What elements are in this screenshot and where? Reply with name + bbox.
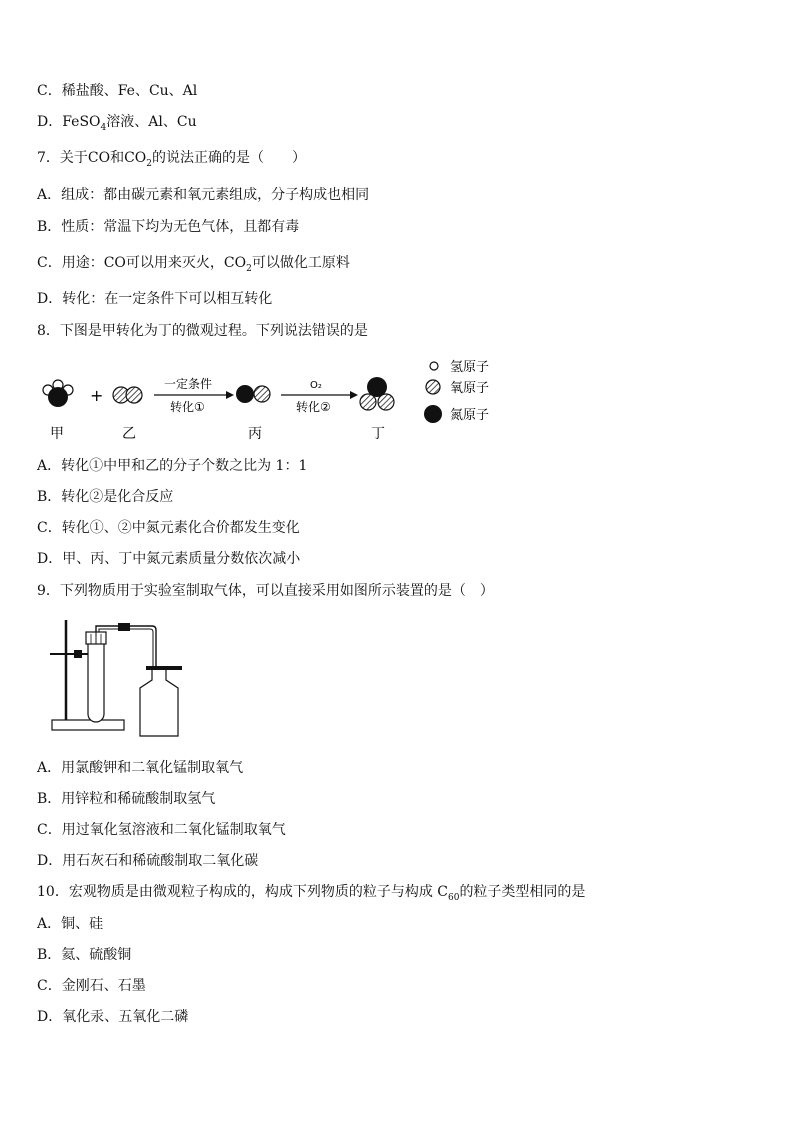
q8-option-c: C．转化①、②中氮元素化合价都发生变化 [37,520,300,536]
legend [424,360,489,423]
label-ding: 丁 [371,426,385,442]
q7-option-c-subscript: 2 [246,263,252,274]
q7-stem-text-rest: 的说法正确的是（ ） [152,150,307,166]
legend-oxygen: 氧原子 [450,381,490,396]
q10-stem-text-rest: 的粒子类型相同的是 [459,884,586,900]
plus-sign: + [90,386,104,405]
q9-option-a: A．用氯酸钾和二氧化锰制取氧气 [37,760,244,776]
arrow-2-condition: O₂ [310,380,322,391]
q7-option-b: B．性质：常温下均为无色气体，且都有毒 [37,219,300,235]
q6-option-c: C．稀盐酸、Fe、Cu、Al [37,83,198,99]
label-yi: 乙 [122,426,136,442]
arrow-2-label: 转化② [296,400,331,414]
legend-hydrogen: 氢原子 [450,360,490,375]
q6-option-d-text-rest: 溶液、Al、Cu [106,114,197,130]
q8-molecule-diagram [30,350,510,446]
q8-option-b: B．转化②是化合反应 [37,489,174,505]
q9-option-c: C．用过氧化氢溶液和二氧化锰制取氧气 [37,822,286,838]
gas-bottle-icon [140,666,182,736]
delivery-tube-icon [96,623,156,670]
q7-stem [37,148,306,174]
q8-stem: 8．下图是甲转化为丁的微观过程。下列说法错误的是 [37,323,368,339]
q10-option-a: A．铜、硅 [37,916,104,932]
q7-option-a: A．组成：都由碳元素和氧元素组成，分子构成也相同 [37,187,370,203]
q9-option-b: B．用锌粒和稀硫酸制取氢气 [37,791,216,807]
q7-option-c-text-rest: 可以做化工原料 [251,255,350,271]
nitrogen-atom-icon [424,405,442,423]
arrow-1-condition: 一定条件 [164,377,213,391]
molecule-yi-icon [113,387,142,403]
q7-stem-text: 7．关于CO和CO [37,150,147,166]
molecule-ding-icon [360,377,394,410]
test-tube-icon [86,632,106,722]
q9-option-d: D．用石灰石和稀硫酸制取二氧化碳 [37,853,259,869]
q7-option-c [37,253,350,279]
q10-option-b: B．氦、硫酸铜 [37,947,132,963]
q8-option-a: A．转化①中甲和乙的分子个数之比为 1：1 [37,458,308,474]
molecule-jia-icon [43,380,73,407]
q7-stem-subscript: 2 [146,158,153,169]
hydrogen-atom-icon [430,362,438,370]
q10-option-d: D．氧化汞、五氧化二磷 [37,1009,189,1025]
arrow-1-label: 转化① [170,400,205,414]
oxygen-atom-icon [426,380,440,394]
q7-option-d: D．转化：在一定条件下可以相互转化 [37,291,273,307]
q6-option-d [37,112,197,138]
label-jia: 甲 [50,426,64,442]
q8-option-d: D．甲、丙、丁中氮元素质量分数依次减小 [37,551,301,567]
label-bing: 丙 [248,426,262,442]
q10-stem-text: 10．宏观物质是由微观粒子构成的，构成下列物质的粒子与构成 C [37,884,448,900]
stand-base-icon [52,720,124,730]
q10-stem-subscript: 60 [447,892,460,903]
q9-apparatus-diagram [44,614,194,740]
q10-option-c: C．金刚石、石墨 [37,978,146,994]
q10-stem [37,882,585,908]
q7-option-c-text: C．用途：CO可以用来灭火，CO [37,255,247,271]
molecule-bing-icon [236,385,270,403]
arrow-2-icon [281,391,358,399]
legend-nitrogen: 氮原子 [450,408,490,423]
q9-stem: 9．下列物质用于实验室制取气体，可以直接采用如图所示装置的是（ ） [37,583,494,599]
arrow-1-icon [154,391,234,399]
q6-option-d-subscript: 4 [100,122,107,133]
q6-option-d-text: D．FeSO [37,114,101,130]
